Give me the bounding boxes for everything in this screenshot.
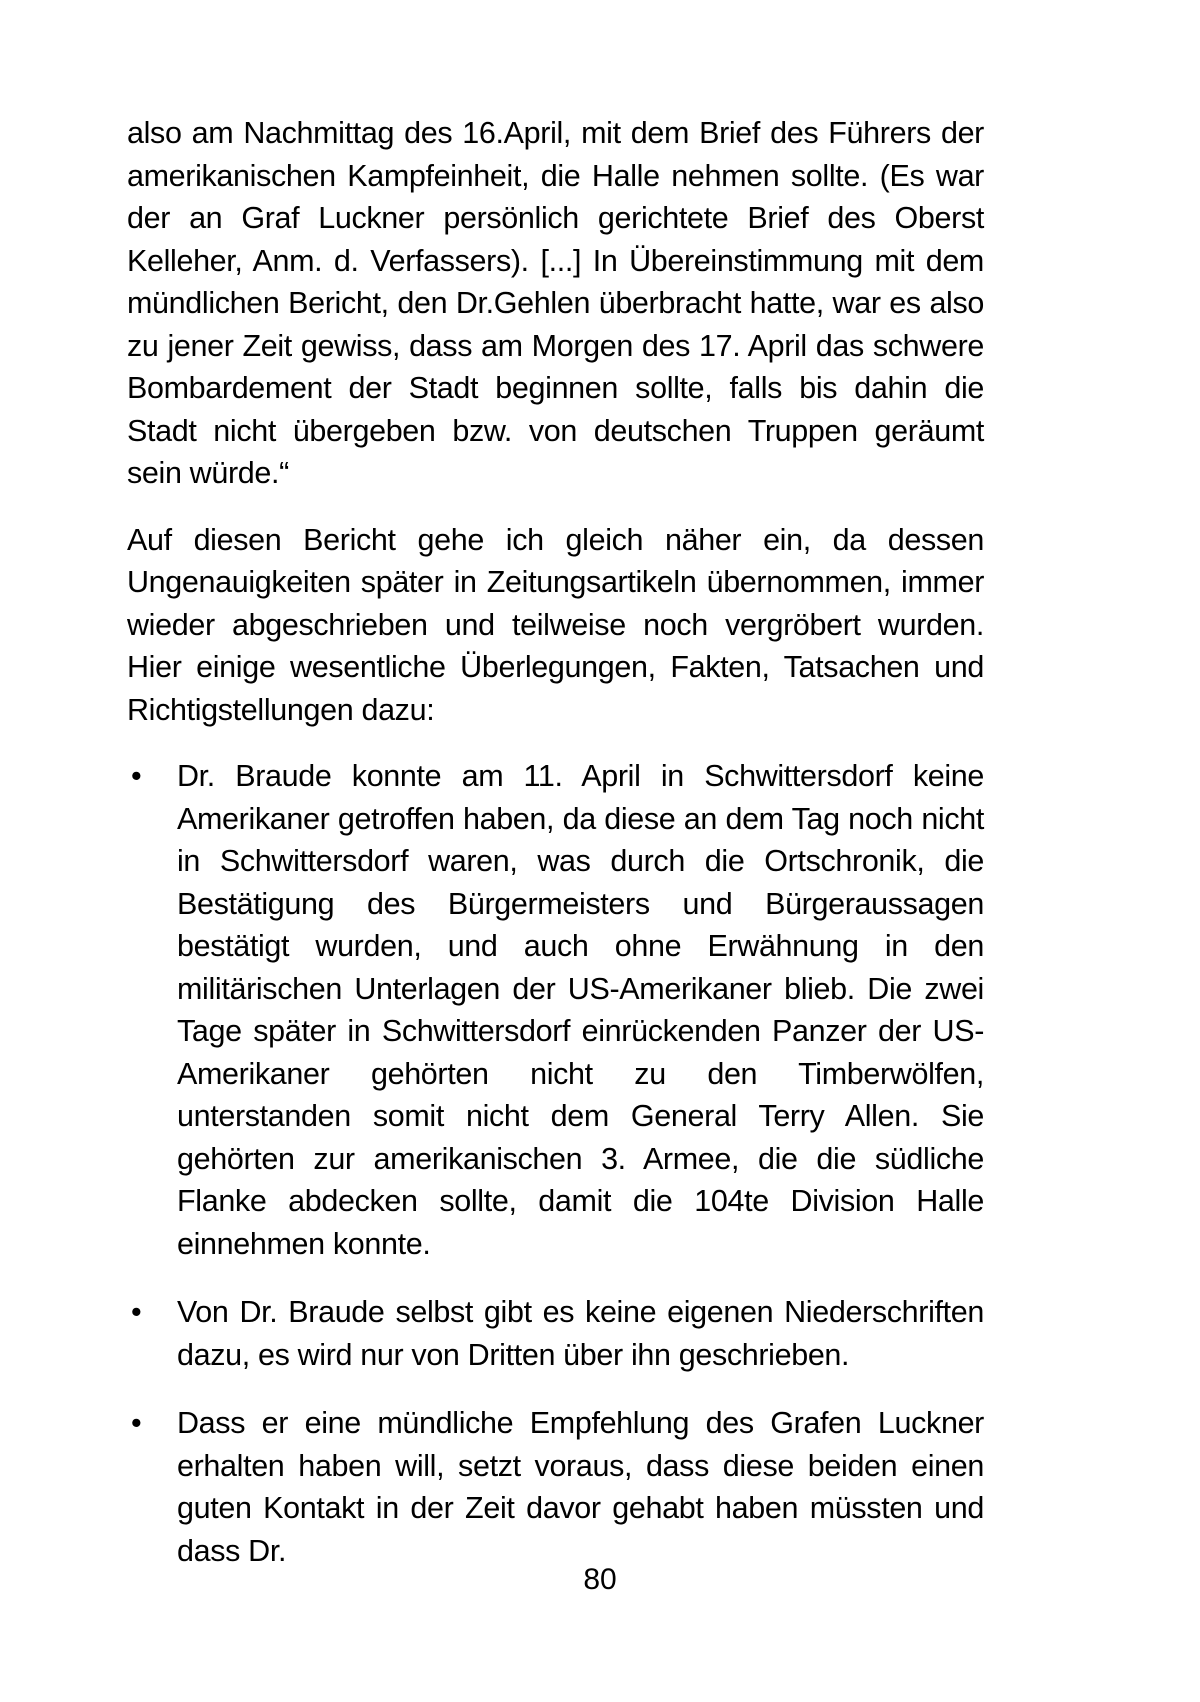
list-item-text: Dr. Braude konnte am 11. April in Schwittersdorf keine Amerikaner getroffen haben, da diese an dem Tag noch nicht in Schwittersdorf waren, was durch die Ortschronik, die Bestätigung des Bürgermeisters und Bürgeraussagen bestätigt wurden, und auch ohne Erwähnung in den militärischen Unterlagen der US-Amerikaner blieb. Die zwei Tage später in Schwittersdorf einrückenden Panzer der US-Amerikaner gehörten nicht zu den Timberwölfen, unterstanden somit nicht dem General Terry Allen. Sie gehörten zur amerikanischen 3. Armee, die die südliche Flanke abdecken sollte, damit die 104te Division Halle einnehmen konnte. (177, 759, 984, 1261)
bullet-point-icon: • (131, 759, 142, 793)
bullet-point-icon: • (131, 1295, 142, 1329)
bullet-list (127, 755, 984, 1572)
bullet-point-icon: • (131, 1406, 142, 1440)
page-number: 80 (583, 1563, 617, 1596)
body-paragraph-2: Auf diesen Bericht gehe ich gleich näher ein, da dessen Ungenauigkeiten später in Zeitungsartikeln übernommen, immer wieder abgeschrieben und teilweise noch vergröbert wurden. Hier einige wesentliche Überlegungen, Fakten, Tatsachen und Richtigstellungen dazu: (127, 522, 984, 727)
list-item (127, 1291, 984, 1376)
list-item-text: Dass er eine mündliche Empfehlung des Grafen Luckner erhalten haben will, setzt voraus, dass diese beiden einen guten Kontakt in der Zeit davor gehabt haben müssten und dass Dr. (177, 1406, 984, 1568)
body-paragraph-1: also am Nachmittag des 16.April, mit dem Brief des Führers der amerikanischen Kampfeinheit, die Halle nehmen sollte. (Es war der an Graf Luckner persönlich gerichtete Brief des Oberst Kelleher, Anm. d. Verfassers). [...] In Übereinstimmung mit dem mündlichen Bericht, den Dr.Gehlen überbracht hatte, war es also zu jener Zeit gewiss, dass am Morgen des 17. April das schwere Bombardement der Stadt beginnen sollte, falls bis dahin die Stadt nicht übergeben bzw. von deutschen Truppen geräumt sein würde.“ (127, 116, 984, 490)
list-item (127, 755, 984, 1265)
list-item (127, 1402, 984, 1572)
list-item-text: Von Dr. Braude selbst gibt es keine eigenen Niederschriften dazu, es wird nur von Dritten über ihn geschrieben. (177, 1295, 984, 1372)
page-text-block (127, 112, 984, 1572)
